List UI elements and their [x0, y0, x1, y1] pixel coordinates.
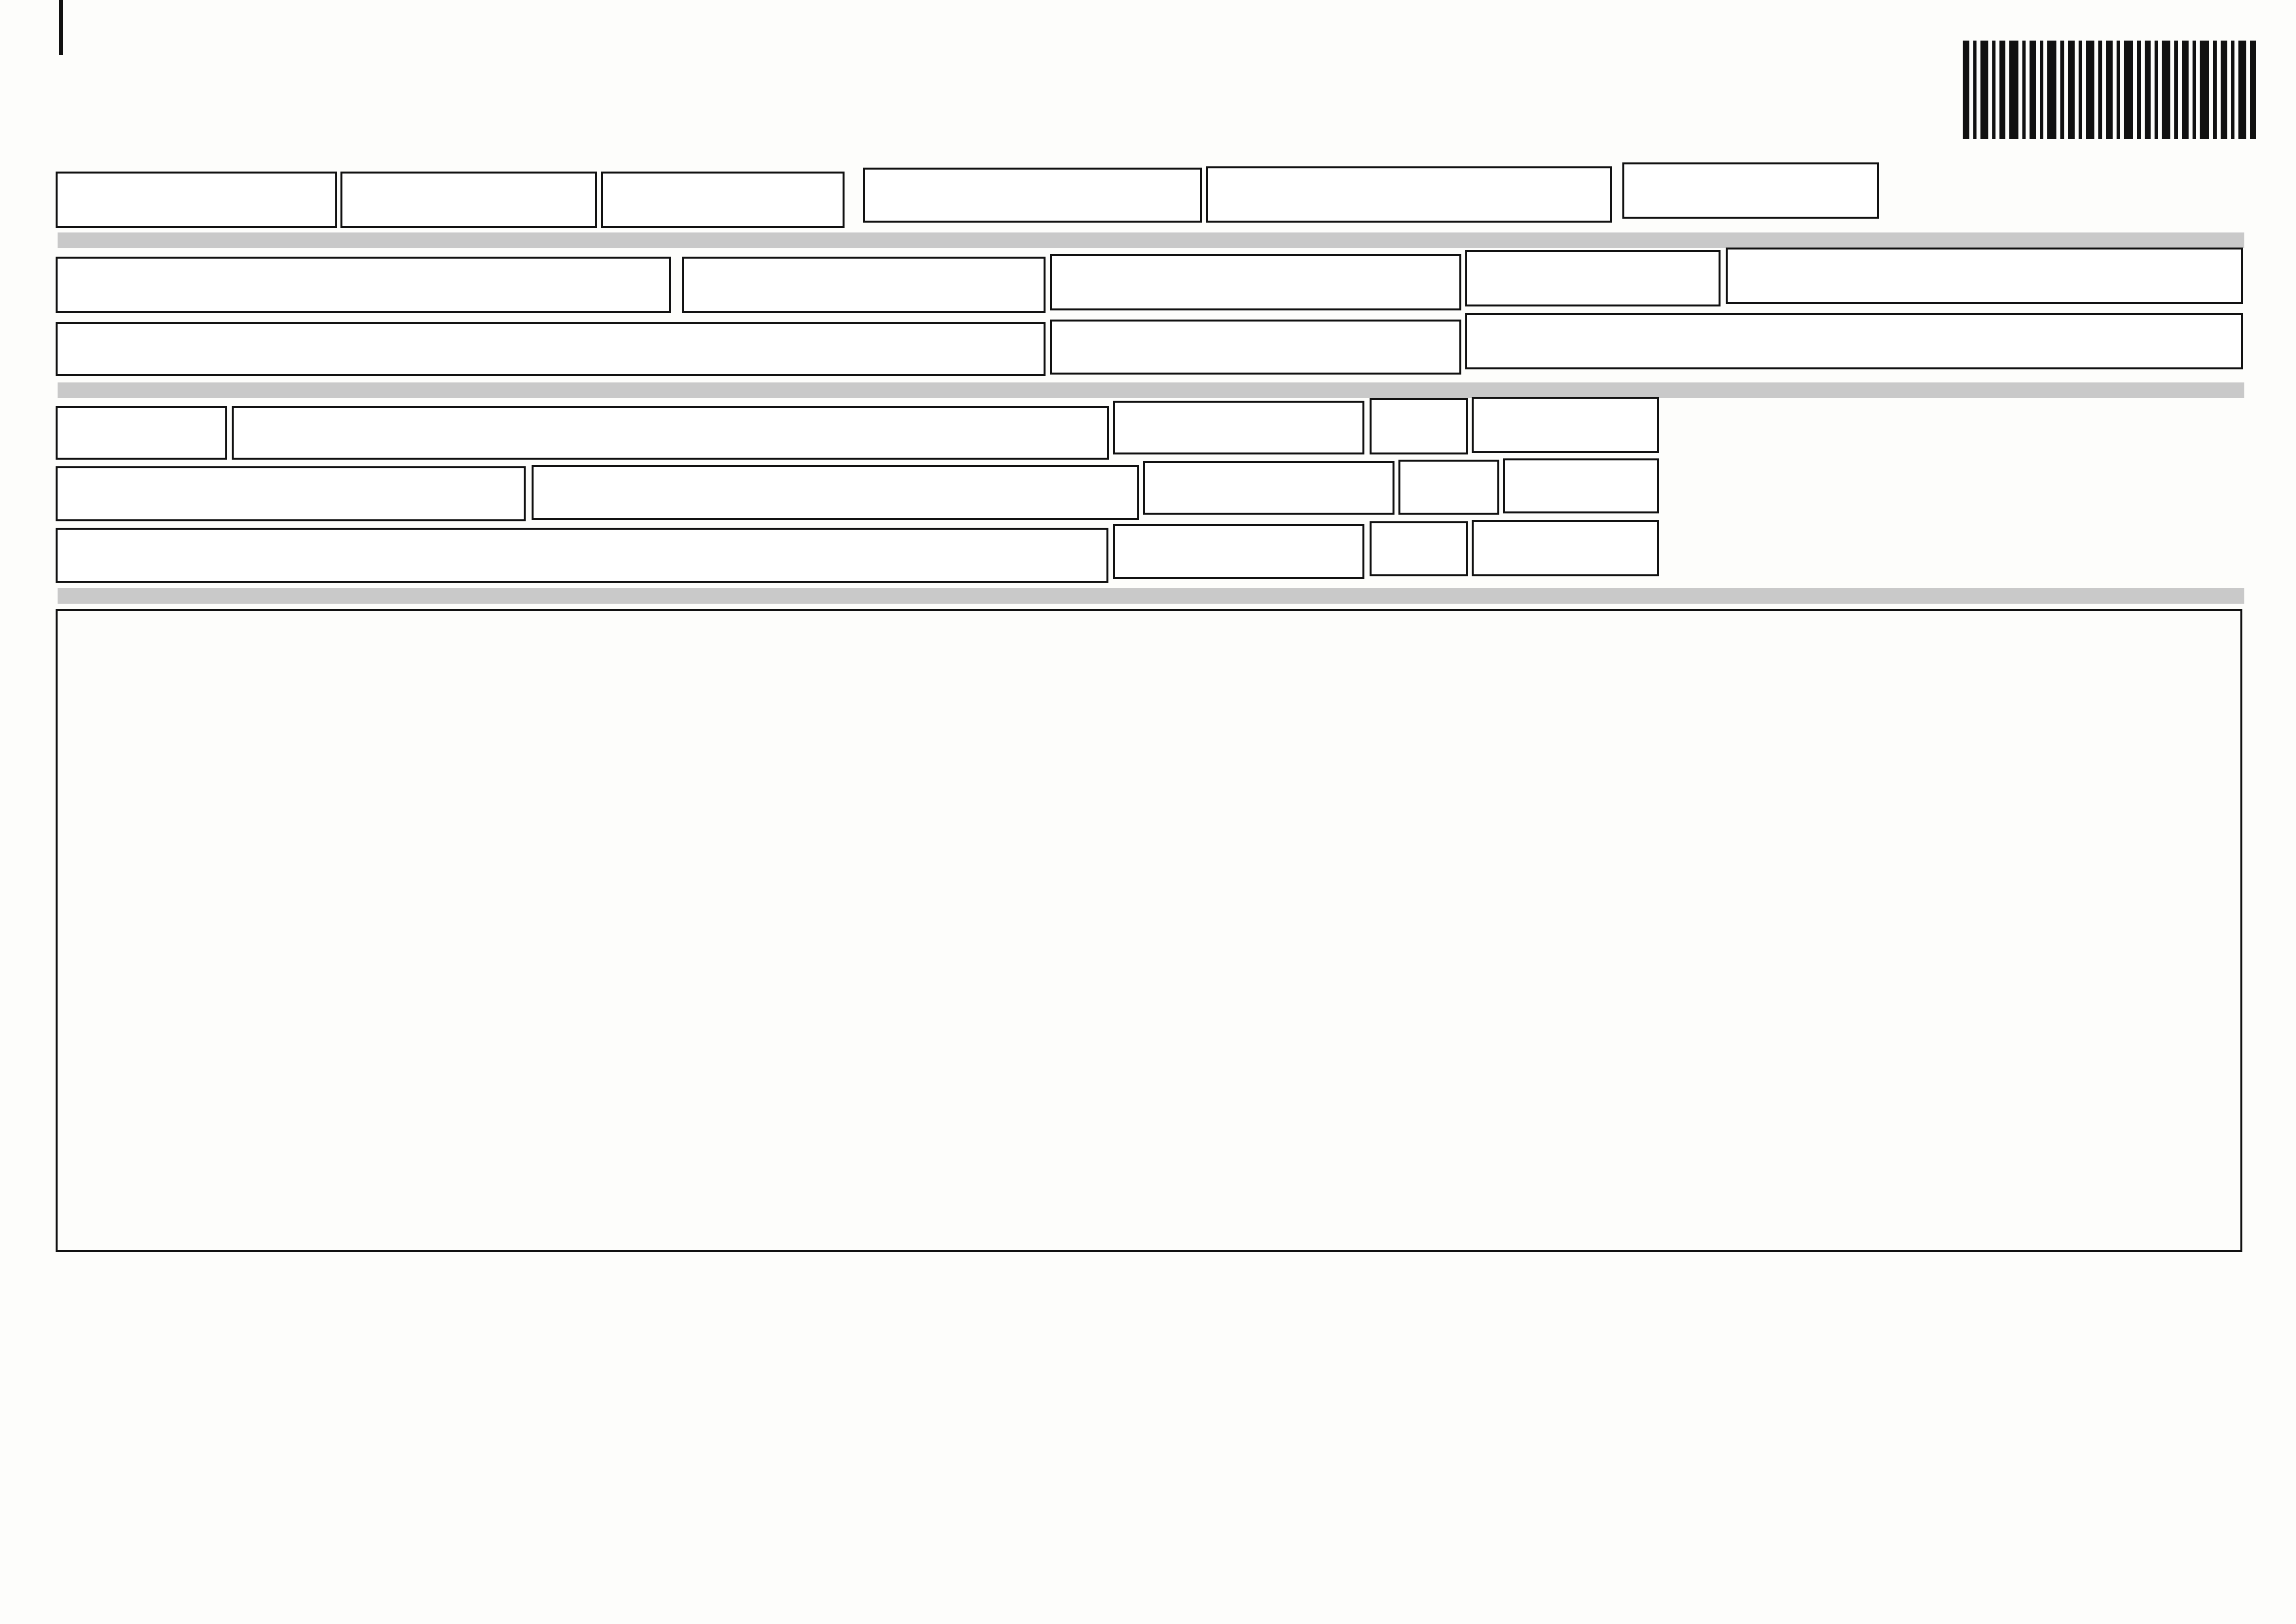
field-data-previsao[interactable] [59, 0, 63, 55]
field-codigo-operadora[interactable] [56, 466, 526, 521]
field-cro-executante[interactable] [1113, 524, 1364, 579]
field-cro-contratado[interactable] [1143, 461, 1394, 515]
field-telefone[interactable] [1050, 320, 1461, 375]
section-plan [58, 588, 2244, 604]
field-empresa[interactable] [1050, 254, 1461, 310]
field-cnes[interactable] [1503, 458, 1659, 513]
field-plano[interactable] [682, 257, 1046, 313]
barcode-bars [1963, 41, 2256, 139]
section-contracted [58, 382, 2244, 398]
field-cro-solicitante[interactable] [1113, 401, 1364, 454]
procedures-table [56, 609, 2242, 1252]
section-beneficiary [58, 232, 2244, 248]
field-validade-senha[interactable] [1622, 162, 1879, 219]
field-titular-plano[interactable] [1465, 313, 2243, 369]
field-numero-carteira[interactable] [56, 257, 671, 313]
field-guia-principal[interactable] [1206, 166, 1612, 223]
field-profissional-executante[interactable] [56, 528, 1108, 583]
field-uf-solicitante[interactable] [1370, 398, 1468, 454]
field-cbo-solicitante[interactable] [1472, 397, 1659, 453]
field-cbo-executante[interactable] [1472, 520, 1659, 576]
field-cartao-nacional[interactable] [1726, 248, 2243, 304]
field-validade-carteira[interactable] [1465, 250, 1721, 306]
field-registro-ans[interactable] [56, 172, 337, 228]
field-atendimento-rn[interactable] [56, 406, 227, 460]
field-senha[interactable] [863, 168, 1202, 223]
field-nome-beneficiario[interactable] [56, 322, 1046, 376]
field-contratado-executante[interactable] [532, 465, 1139, 520]
barcode [1963, 41, 2256, 139]
field-data-autorizacao[interactable] [601, 172, 845, 228]
field-uf-contratado[interactable] [1398, 460, 1499, 515]
field-uf-executante[interactable] [1370, 521, 1468, 576]
field-profissional-solicitante[interactable] [232, 406, 1109, 460]
field-data-emissao[interactable] [340, 172, 597, 228]
